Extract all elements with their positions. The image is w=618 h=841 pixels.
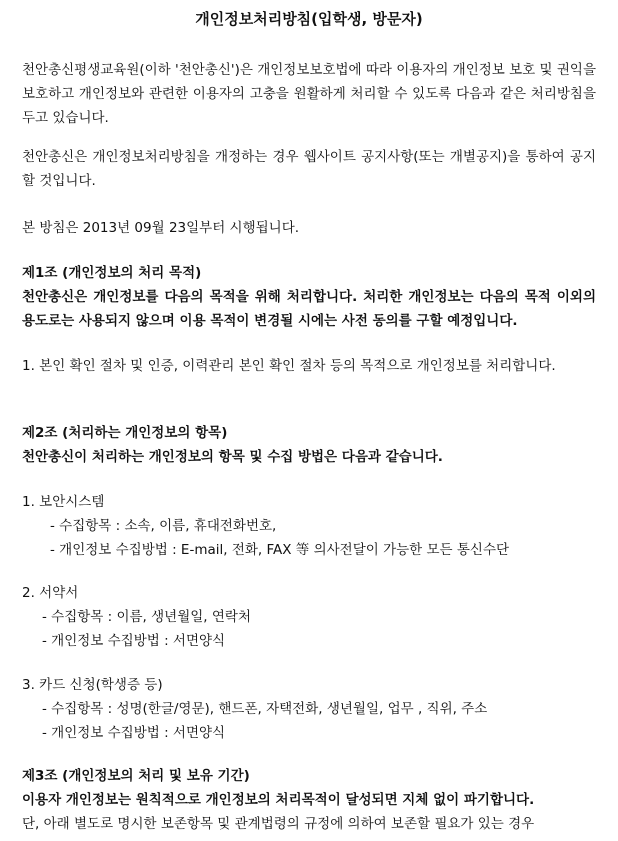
article-3-heading: 제3조 (개인정보의 처리 및 보유 기간) [22,768,250,784]
item-detail-line: - 수집항목 : 소속, 이름, 휴대전화번호, [50,518,277,534]
article-3-text: 단, 아래 별도로 명시한 보존항목 및 관계법령의 규정에 의하여 보존할 필요가 있는 경우 [22,816,535,832]
article-1-heading: 제1조 (개인정보의 처리 목적) [22,265,202,281]
document-title: 개인정보처리방침(입학생, 방문자) [195,10,423,28]
article-1-bold-text: 천안총신은 개인정보를 다음의 목적을 위해 처리합니다. 처리한 개인정보는 다음의 목적 이외의 용도로는 사용되지 않으며 이용 목적이 변경될 시에는 사전 동의를 구할 예정입니다. [22,289,596,329]
item-title: 1. 보안시스템 [22,494,105,510]
item-detail-line: - 개인정보 수집방법 : E-mail, 전화, FAX 等 의사전달이 가능한 모든 통신수단 [50,542,510,558]
article-2-item-1 [22,490,596,562]
item-title: 2. 서약서 [22,585,79,601]
article-3-bold-text: 이용자 개인정보는 원칙적으로 개인정보의 처리목적이 달성되면 지체 없이 파기합니다. [22,792,535,808]
article-2-heading: 제2조 (처리하는 개인정보의 항목) [22,425,228,441]
article-2-bold-text: 천안총신이 처리하는 개인정보의 항목 및 수집 방법은 다음과 같습니다. [22,449,443,465]
item-title: 3. 카드 신청(학생증 등) [22,677,163,693]
item-detail-line: - 수집항목 : 성명(한글/영문), 핸드폰, 자택전화, 생년월일, 업무 , 직위, 주소 [42,701,488,717]
item-detail-line: - 개인정보 수집방법 : 서면양식 [42,725,226,741]
item-detail-line: - 개인정보 수집방법 : 서면양식 [42,633,226,649]
item-detail-line: - 수집항목 : 이름, 생년월일, 연락처 [42,609,251,625]
intro-paragraph-1: 천안총신평생교육원(이하 '천안총신')은 개인정보보호법에 따라 이용자의 개인정보 보호 및 권익을 보호하고 개인정보와 관련한 이용자의 고충을 원활하게 처리할 수 있도록 다음과 같은 처리방침을 두고 있습니다. [22,62,596,126]
article-1-item-1: 1. 본인 확인 절차 및 인증, 이력관리 본인 확인 절차 등의 목적으로 개인정보를 처리합니다. [22,358,556,374]
article-2-item-3 [22,673,596,745]
intro-paragraph-2: 천안총신은 개인정보처리방침을 개정하는 경우 웹사이트 공지사항(또는 개별공지)을 통하여 공지할 것입니다. [22,149,596,189]
intro-paragraph-3: 본 방침은 2013년 09월 23일부터 시행됩니다. [22,220,300,236]
article-2-item-2 [22,581,596,653]
